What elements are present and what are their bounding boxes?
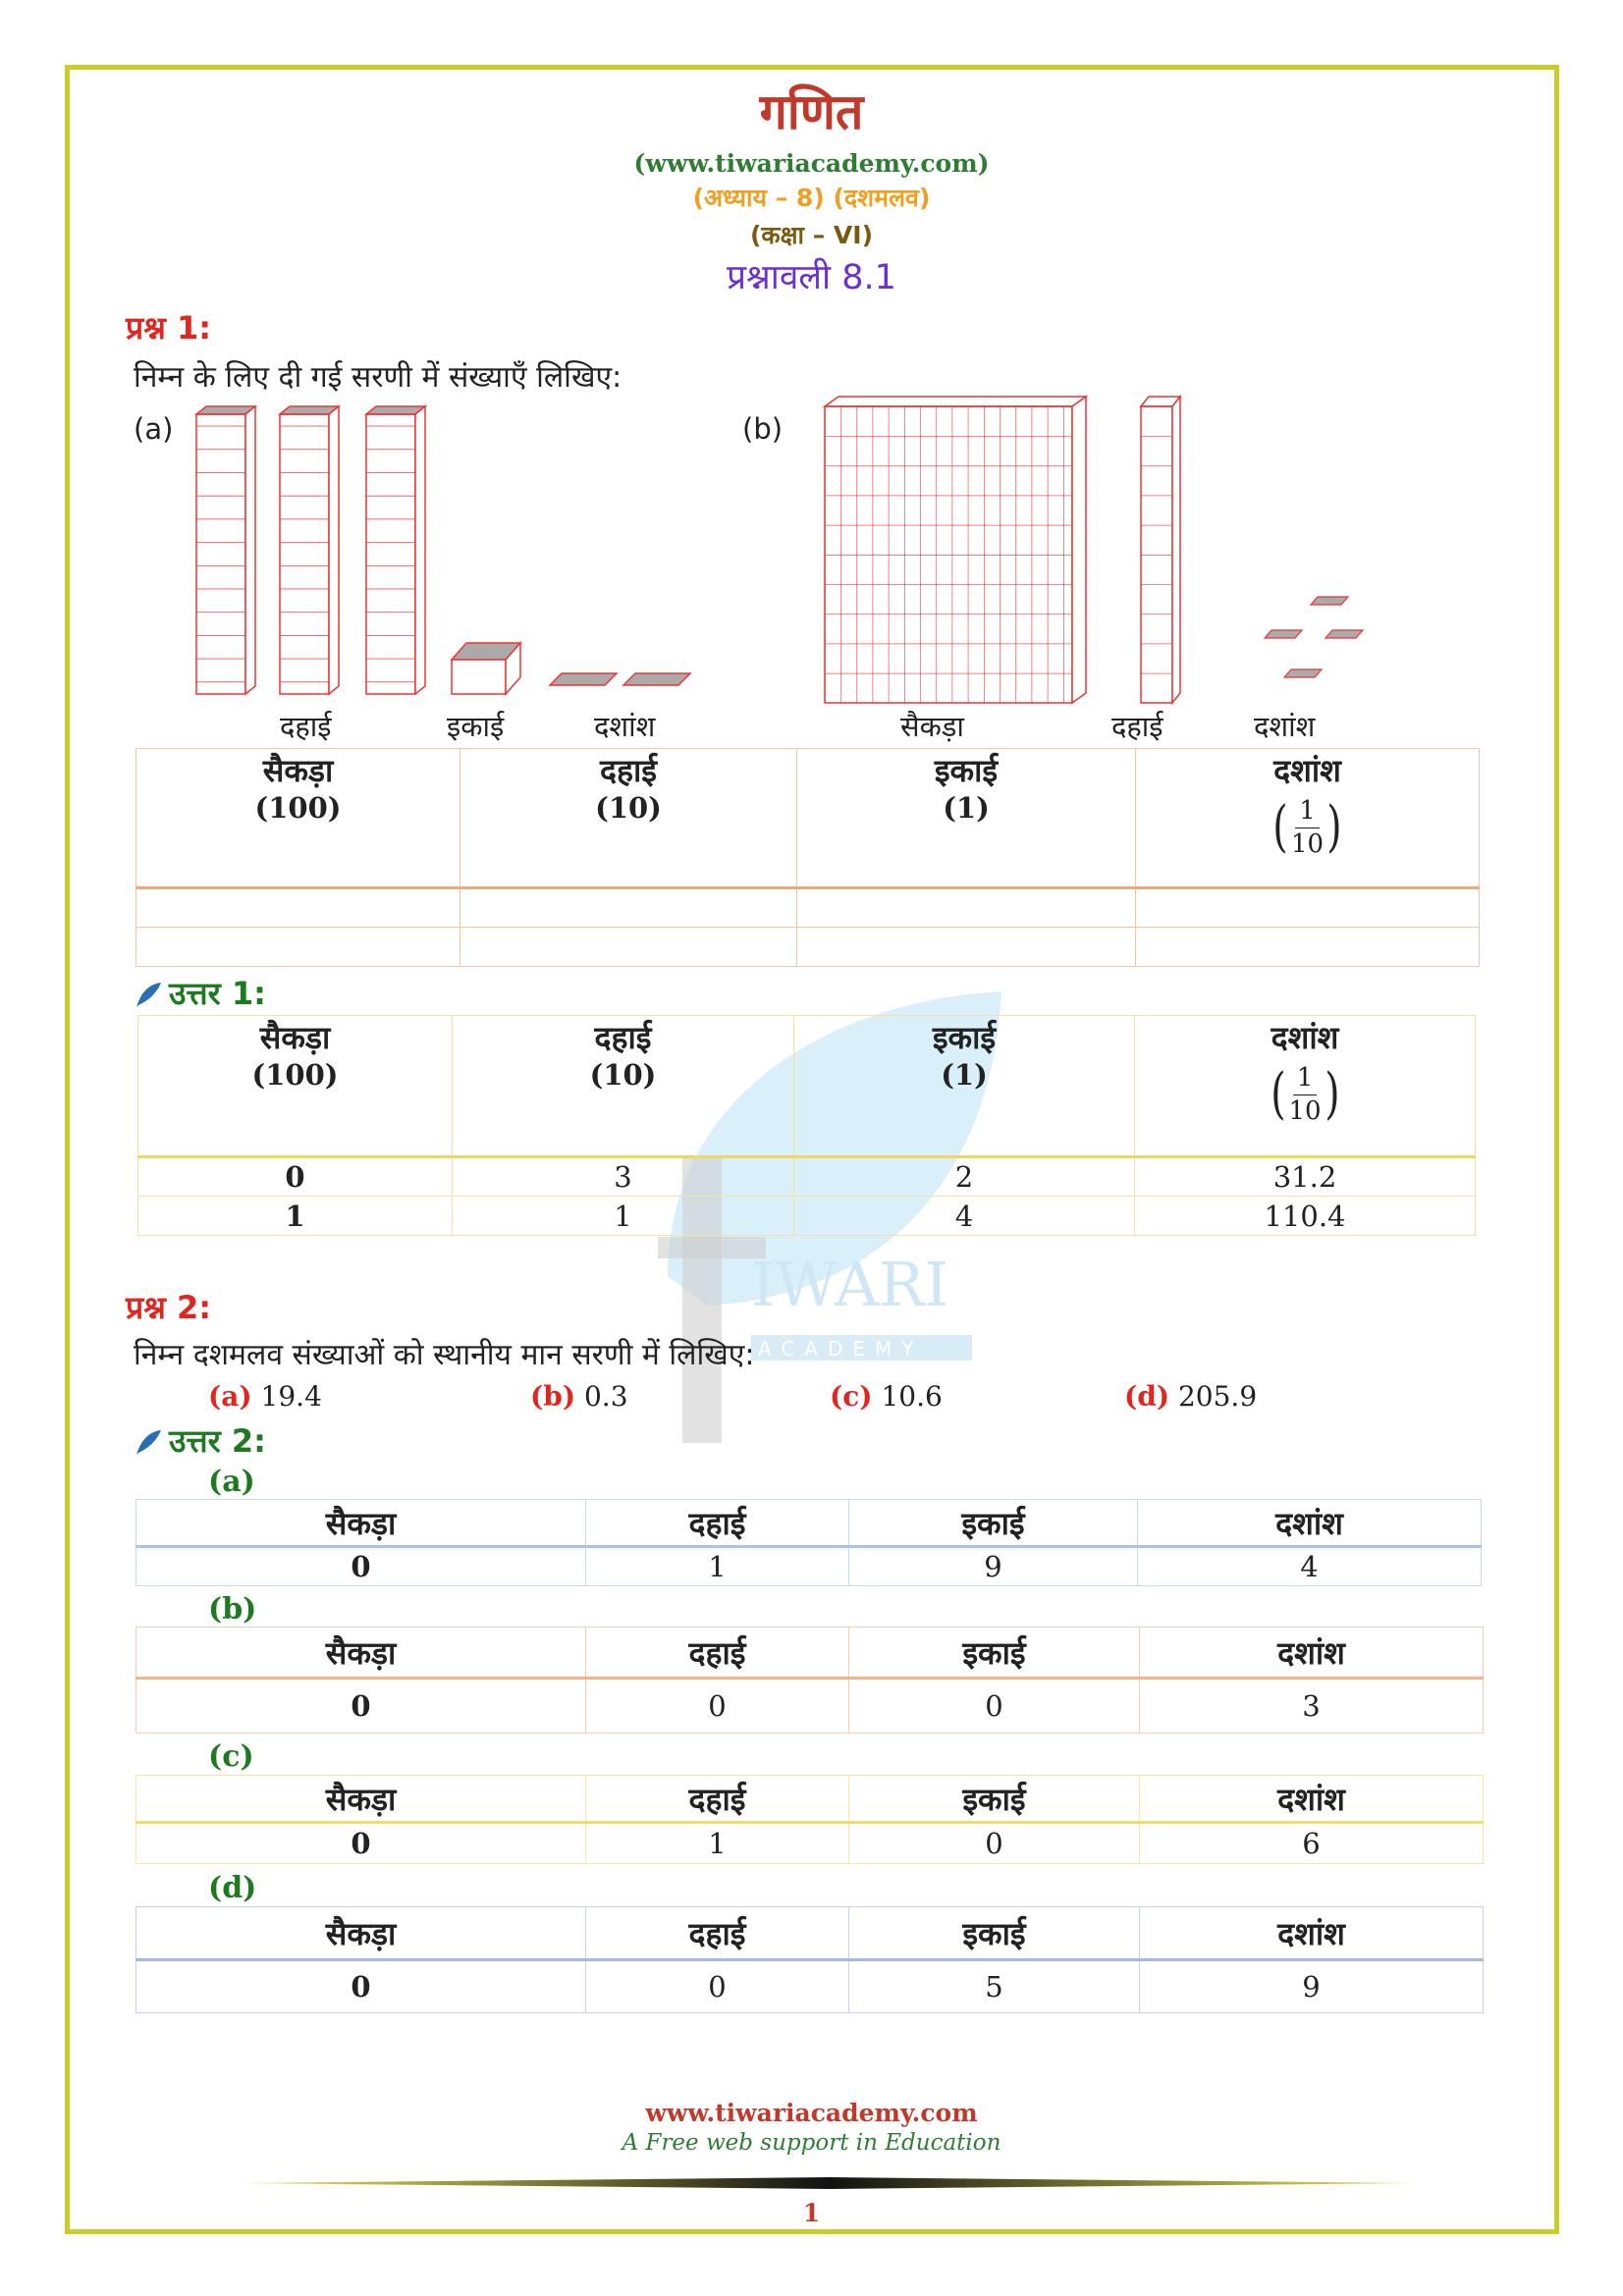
tenth-piece-1 xyxy=(1311,597,1348,605)
header-tens: दहाई (10) xyxy=(460,749,797,888)
footer-divider xyxy=(241,2177,1419,2189)
answer-2b-table xyxy=(135,1627,1484,1734)
answer-2d-tag: (d) xyxy=(208,1871,257,1905)
fig-b-caption-hundreds: सैकड़ा xyxy=(900,710,964,743)
table-header-row: सैकड़ा दहाई इकाई दशांश xyxy=(136,1776,1484,1823)
answer-2a-table xyxy=(135,1499,1482,1586)
part-d: (d) 205.9 xyxy=(1124,1380,1258,1413)
part-c: (c) 10.6 xyxy=(830,1380,943,1413)
fraction-one-tenth: ( 1 10 ) xyxy=(1270,1062,1340,1126)
answer-2d-table xyxy=(135,1906,1484,2013)
footer-tagline: A Free web support in Education xyxy=(622,2130,1001,2156)
fig-a-caption-tens: दहाई xyxy=(280,710,332,743)
header-hundreds: सैकड़ा (100) xyxy=(136,749,460,888)
table-header-row: सैकड़ा दहाई इकाई दशांश xyxy=(136,1628,1484,1679)
exercise-label: प्रश्नावली 8.1 xyxy=(727,258,896,297)
table-header-row: सैकड़ा दहाई इकाई दशांश xyxy=(136,1907,1484,1960)
question-2-text: निम्न दशमलव संख्याओं को स्थानीय मान सरणी में लिखिए: xyxy=(134,1338,755,1372)
question-2-label: प्रश्न 2: xyxy=(126,1289,212,1326)
answer-2-label: उत्तर 2: xyxy=(134,1419,266,1462)
header-website[interactable]: (www.tiwariacademy.com) xyxy=(633,149,990,178)
fraction-one-tenth: ( 1 10 ) xyxy=(1272,795,1342,859)
question-1-text: निम्न के लिए दी गई सरणी में संख्याएँ लिखिए: xyxy=(134,360,622,395)
table-row: 0 0 5 9 xyxy=(136,1960,1484,2013)
figure-a-blocks xyxy=(187,402,707,707)
tenth-piece-2 xyxy=(1265,630,1302,638)
subject-title: गणित xyxy=(759,83,864,140)
header-ones: इकाई (1) xyxy=(797,749,1136,888)
table-row: 0 1 9 4 xyxy=(136,1547,1482,1586)
answer-2a-tag: (a) xyxy=(208,1465,255,1499)
table-row: 0 3 2 31.2 xyxy=(138,1157,1476,1197)
table-row: 0 1 0 6 xyxy=(136,1823,1484,1864)
table-header-row: सैकड़ा दहाई इकाई दशांश xyxy=(136,1500,1482,1547)
header-ones: इकाई (1) xyxy=(794,1016,1135,1157)
fig-b-caption-tens: दहाई xyxy=(1111,710,1163,743)
table-row: 1 1 4 110.4 xyxy=(138,1197,1476,1236)
figure-a-label: (a) xyxy=(134,412,174,446)
page-number: 1 xyxy=(802,2199,821,2227)
ten-rod-3 xyxy=(366,406,425,694)
table-row xyxy=(136,888,1480,928)
ten-rod-2 xyxy=(280,406,339,694)
answer-2c-tag: (c) xyxy=(208,1739,254,1774)
header-tenths: दशांश ( 1 10 ) xyxy=(1135,1016,1476,1157)
quill-icon xyxy=(134,981,163,1010)
ten-rod-b xyxy=(1141,397,1180,703)
fig-b-caption-tenths: दशांश xyxy=(1254,710,1316,743)
figure-b-blocks xyxy=(815,393,1384,707)
answer-1-label: उत्तर 1: xyxy=(134,972,266,1014)
tenth-piece-4 xyxy=(1284,669,1322,677)
watermark-brand: IWARI xyxy=(751,1249,949,1320)
tenth-piece-3 xyxy=(1325,630,1363,638)
class-label: (कक्षा – VI) xyxy=(749,221,873,249)
tenth-flat-2 xyxy=(623,673,690,685)
fig-a-caption-tenths: दशांश xyxy=(594,710,656,743)
table-row: 0 0 0 3 xyxy=(136,1679,1484,1734)
ten-rod-1 xyxy=(196,406,255,694)
hundred-flat xyxy=(825,397,1086,703)
chapter-label: (अध्याय – 8) (दशमलव) xyxy=(692,184,931,212)
figure-b-label: (b) xyxy=(742,412,784,446)
part-a: (a) 19.4 xyxy=(208,1380,322,1413)
answer-2b-tag: (b) xyxy=(208,1592,257,1627)
part-b: (b) 0.3 xyxy=(530,1380,628,1413)
table-header-row xyxy=(136,749,1480,888)
answer-2c-table xyxy=(135,1775,1484,1864)
header-tens: दहाई (10) xyxy=(453,1016,794,1157)
header-hundreds: सैकड़ा (100) xyxy=(138,1016,453,1157)
table-header-row xyxy=(138,1016,1476,1157)
watermark-sub: ACADEMY xyxy=(758,1337,924,1361)
quill-icon xyxy=(134,1428,163,1458)
question-1-table xyxy=(135,748,1480,967)
tenth-flat-1 xyxy=(550,673,617,685)
footer-website[interactable]: www.tiwariacademy.com xyxy=(645,2099,978,2127)
unit-cube xyxy=(452,643,520,694)
fig-a-caption-ones: इकाई xyxy=(447,710,505,743)
table-row xyxy=(136,928,1480,967)
answer-1-table xyxy=(137,1015,1476,1236)
header-tenths: दशांश ( 1 10 ) xyxy=(1136,749,1480,888)
question-1-label: प्रश्न 1: xyxy=(126,309,212,347)
